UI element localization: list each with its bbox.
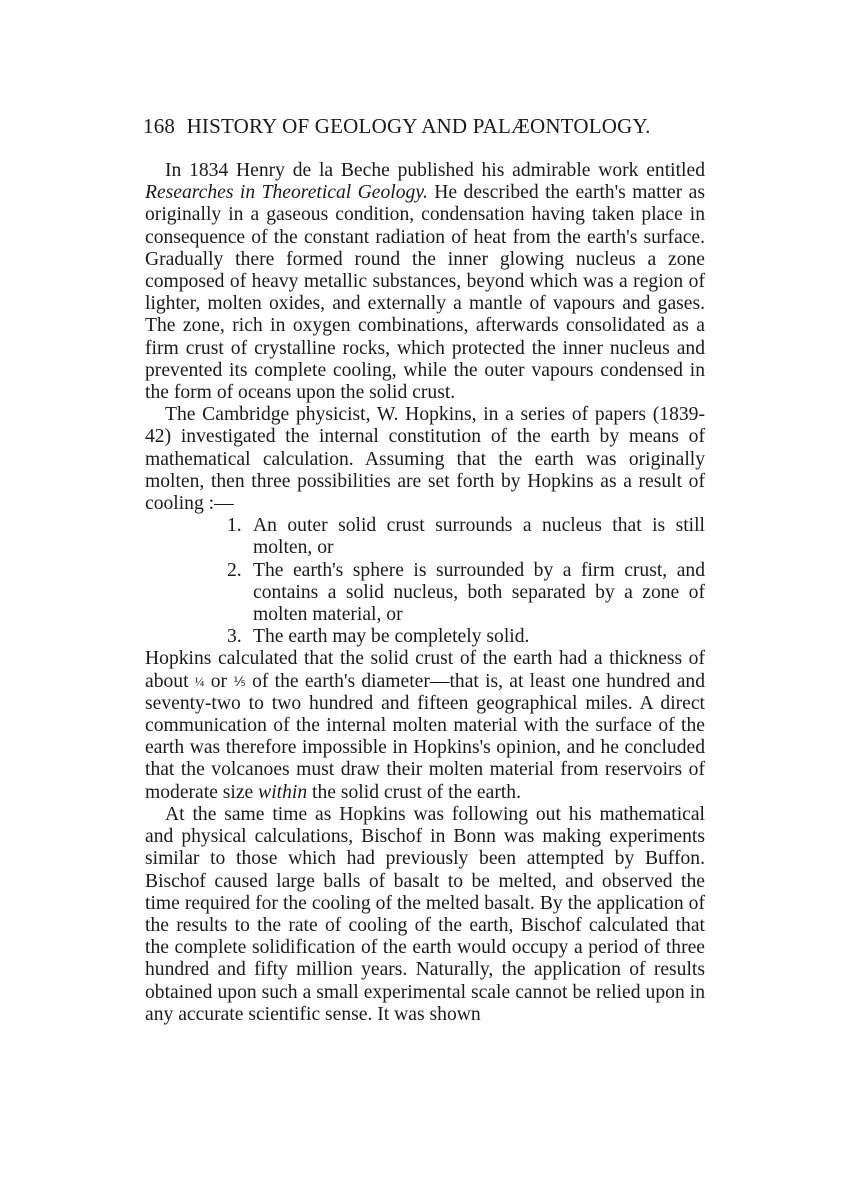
text-span: In 1834 Henry de la Beche published his admirable work entitled: [165, 160, 705, 181]
list-number: 2.: [227, 559, 242, 581]
book-title: Researches in Theoretical Geology.: [145, 182, 428, 204]
text-span: of the earth's diameter—that is, at least one hundred and seventy-two to two hundred and fifteen geographical miles. A direct communication of the internal molten material with the surface of the earth was therefore impossible in Hopkins's opinion, and he concluded that the volcanoes must draw their molten material from reservoirs of moderate size: [145, 670, 705, 803]
fraction: ⅕: [233, 673, 246, 689]
body-text: [145, 160, 705, 1026]
fraction: ¼: [194, 673, 205, 689]
text-span: He described the earth's matter as originally in a gaseous condition, condensation having taken place in consequence of the constant radiation of heat from the earth's surface. Gradually there formed round the inner glowing nucleus a zone composed of heavy metallic substances, beyond which was a region of lighter, molten oxides, and externally a mantle of vapours and gases. The zone, rich in oxygen combinations, afterwards consolidated as a firm crust of crystalline rocks, which protected the inner nucleus and prevented its complete cooling, while the outer vapours condensed in the form of oceans upon the solid crust.: [145, 182, 705, 404]
text-span: Hopkins calculated that the solid crust of the earth had a thickness of about: [145, 648, 705, 692]
paragraph-de-la-beche: [145, 160, 705, 404]
list-text: The earth's sphere is surrounded by a firm crust, and contains a solid nucleus, both separated by a zone of molten material, or: [253, 559, 705, 626]
possibilities-list: [145, 515, 705, 648]
list-text: An outer solid crust surrounds a nucleus that is still molten, or: [253, 515, 705, 559]
running-header: [143, 114, 713, 139]
list-number: 1.: [227, 515, 242, 537]
paragraph-hopkins-intro: The Cambridge physicist, W. Hopkins, in a series of papers (1839-42) investigated the internal constitution of the earth by means of mathematical calculation. Assuming that the earth was originally molten, then three possibilities are set forth by Hopkins as a result of cooling :—: [145, 404, 705, 515]
text-span: the solid crust of the earth.: [307, 781, 521, 803]
list-item: [227, 626, 705, 648]
running-title: HISTORY OF GEOLOGY AND PALÆONTOLOGY.: [186, 114, 651, 138]
emphasis-within: within: [258, 781, 308, 803]
text-span: or: [204, 670, 234, 692]
list-item: [227, 515, 705, 559]
list-number: 3.: [227, 626, 242, 648]
list-item: [227, 559, 705, 627]
paragraph-bischof: At the same time as Hopkins was following out his mathematical and physical calculations, Bischof in Bonn was making experiments similar to those which had previously been attempted by Buffon. Bischof caused large balls of basalt to be melted, and observed the time required for the cooling of the melted basalt. By the application of the results to the rate of cooling of the earth, Bischof calculated that the complete solidification of the earth would occupy a period of three hundred and fifty million years. Naturally, the application of results obtained upon such a small experimental scale cannot be relied upon in any accurate scientific sense. It was shown: [145, 803, 705, 1025]
page-number: 168: [143, 114, 176, 138]
paragraph-hopkins-calculation: [145, 648, 705, 803]
list-text: The earth may be completely solid.: [253, 626, 530, 648]
